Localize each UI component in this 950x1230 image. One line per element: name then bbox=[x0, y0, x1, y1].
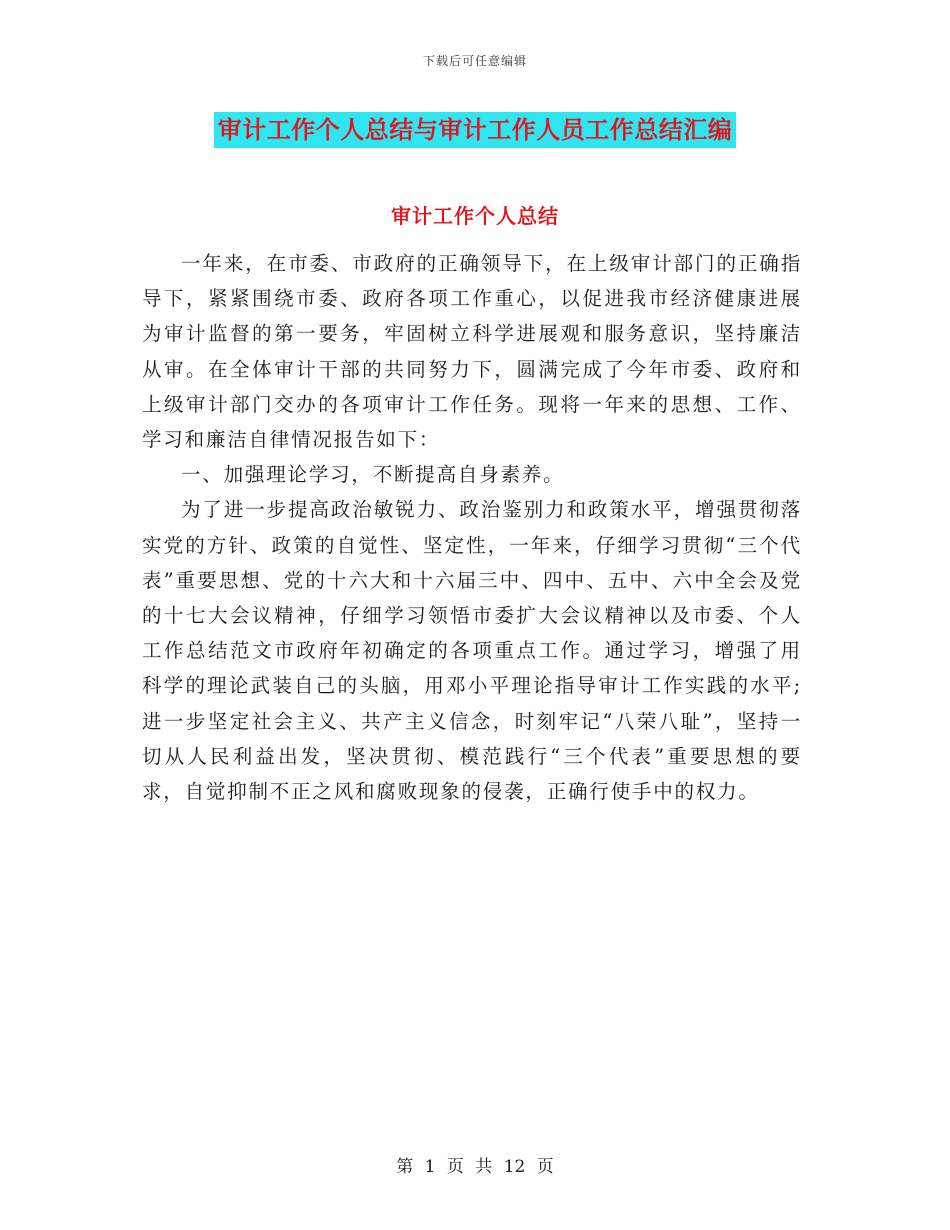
paragraph-study: 为了进一步提高政治敏锐力、政治鉴别力和政策水平，增强贯彻落实党的方针、政策的自觉性、坚定性，一年来，仔细学习贯彻“三个代表”重要思想、党的十六大和十六届三中、四中、五中、六中全会及党的十七大会议精神，仔细学习领悟市委扩大会议精神以及市委、个人工作总结范文市政府年初确定的各项重点工作。通过学习，增强了用科学的理论武装自己的头脑，用邓小平理论指导审计工作实践的水平;进一步坚定社会主义、共产主义信念，时刻牢记“八荣八耻”，坚持一切从人民利益出发，坚决贯彻、模范践行“三个代表”重要思想的要求，自觉抑制不正之风和腐败现象的侵袭，正确行使手中的权力。 bbox=[142, 498, 802, 804]
section-title: 审计工作个人总结 bbox=[391, 204, 559, 228]
document-body bbox=[142, 246, 802, 809]
paragraph-intro: 一年来，在市委、市政府的正确领导下，在上级审计部门的正确指导下，紧紧围绕市委、政府各项工作重心，以促进我市经济健康进展为审计监督的第一要务，牢固树立科学进展观和服务意识，坚持廉洁从审。在全体审计干部的共同努力下，圆满完成了今年市委、政府和上级审计部门交办的各项审计工作任务。现将一年来的思想、工作、学习和廉洁自律情况报告如下： bbox=[142, 252, 802, 452]
paragraph-heading-1: 一、加强理论学习，不断提高自身素养。 bbox=[181, 463, 565, 487]
header-note: 下载后可任意编辑 bbox=[422, 54, 527, 68]
page-footer: 第 1 页 共 12 页 bbox=[396, 1157, 554, 1177]
main-title-container bbox=[0, 112, 950, 148]
document-title: 审计工作个人总结与审计工作人员工作总结汇编 bbox=[214, 112, 737, 148]
